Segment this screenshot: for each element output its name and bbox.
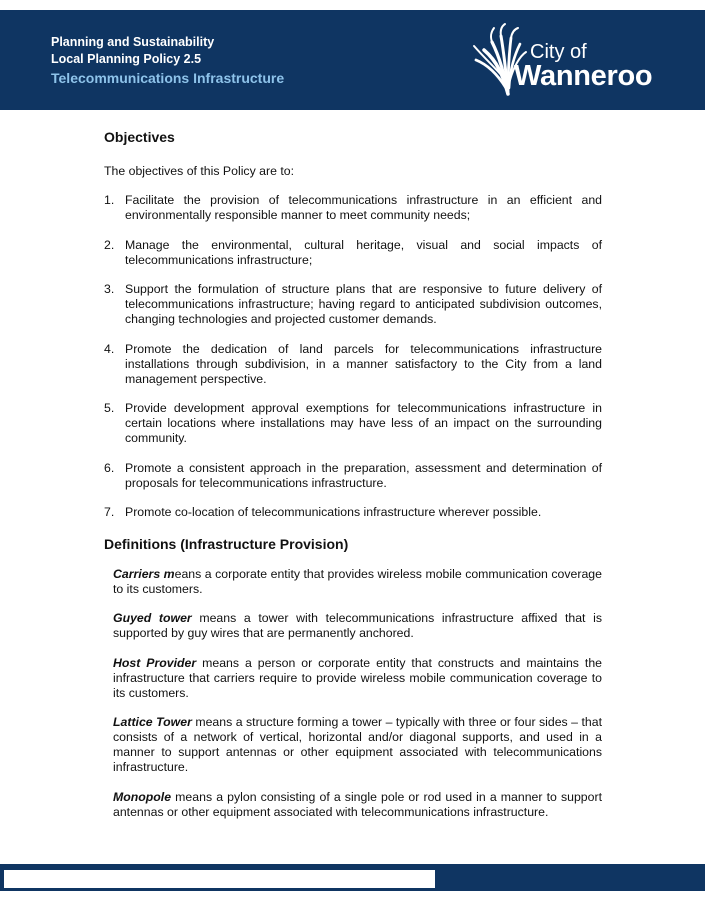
definition-term: Guyed tower	[113, 611, 192, 625]
objective-text: Support the formulation of structure plans that are responsive to future delivery of telecommunications infrastructure; having regard to anticipated subdivision outcomes, changing technologies and projected customer demands.	[125, 282, 602, 326]
definition-text: means a structure forming a tower – typically with three or four sides – that consists of a network of vertical, horizontal and/or diagonal supports, and used in a manner to support antennas or other equipment associated with telecommunications infrastructure.	[113, 715, 602, 774]
definition-carriers	[113, 567, 602, 597]
objective-number: 6.	[104, 460, 115, 475]
footer-panel	[4, 870, 435, 888]
definition-text: means a person or corporate entity that constructs and maintains the infrastructure that carriers require to provide wireless mobile communication coverage to its customers.	[113, 655, 602, 700]
objective-number: 5.	[104, 401, 115, 415]
objective-item	[104, 461, 602, 491]
objective-item	[104, 505, 602, 520]
objective-item	[104, 342, 602, 387]
objectives-heading: Objectives	[104, 129, 175, 145]
objective-item	[104, 193, 602, 223]
logo-wanneroo: Wanneroo	[514, 60, 653, 92]
definition-term: Carriers m	[113, 566, 175, 581]
city-of-wanneroo-logo	[470, 18, 680, 103]
definition-text: eans a corporate entity that provides wireless mobile communication coverage to its customers.	[113, 566, 602, 596]
objective-text: Provide development approval exemptions for telecommunications infrastructure in certain locations where installations may have less of an impact on the surrounding community.	[125, 401, 602, 445]
objective-text: Facilitate the provision of telecommunications infrastructure in an efficient and environmentally responsible manner to meet community needs;	[125, 193, 602, 222]
definition-lattice-tower	[113, 715, 602, 775]
objective-text: Manage the environmental, cultural heritage, visual and social impacts of telecommunications infrastructure;	[125, 237, 602, 267]
objective-number: 1.	[104, 193, 115, 207]
policy-number: Local Planning Policy 2.5	[51, 52, 202, 66]
objective-item	[104, 238, 602, 268]
objective-item	[104, 401, 602, 446]
header-titles	[51, 34, 284, 88]
page-header	[0, 10, 705, 110]
objective-text: Promote the dedication of land parcels for telecommunications infrastructure installations through subdivision, in a manner satisfactory to the City from a land management perspective.	[125, 341, 602, 386]
objective-number: 3.	[104, 282, 115, 296]
objectives-intro: The objectives of this Policy are to:	[104, 164, 295, 178]
objective-number: 2.	[104, 237, 115, 252]
objective-number: 4.	[104, 341, 115, 356]
department-title: Planning and Sustainability	[51, 35, 215, 49]
definitions-heading: Definitions (Infrastructure Provision)	[104, 535, 349, 552]
definition-host-provider	[113, 656, 602, 701]
definition-term: Host Provider	[113, 655, 197, 670]
definition-term: Lattice Tower	[113, 715, 192, 729]
logo-city-of: City of	[530, 41, 587, 63]
definition-text: means a pylon consisting of a single pole or rod used in a manner to support antennas or other equipment associated with telecommunications infrastructure.	[113, 789, 602, 819]
definition-guyed-tower	[113, 611, 602, 641]
policy-title: Telecommunications Infrastructure	[51, 70, 285, 86]
definition-term: Monopole	[113, 789, 172, 804]
objective-number: 7.	[104, 505, 115, 519]
policy-body	[104, 128, 602, 820]
definition-monopole	[113, 790, 602, 820]
objective-text: Promote co-location of telecommunications infrastructure wherever possible.	[125, 505, 542, 519]
definition-text: means a tower with telecommunications infrastructure affixed that is supported by guy wires that are permanently anchored.	[113, 611, 602, 640]
objectives-list	[104, 193, 602, 520]
objective-text: Promote a consistent approach in the preparation, assessment and determination of proposals for telecommunications infrastructure.	[125, 460, 602, 490]
objective-item	[104, 282, 602, 327]
